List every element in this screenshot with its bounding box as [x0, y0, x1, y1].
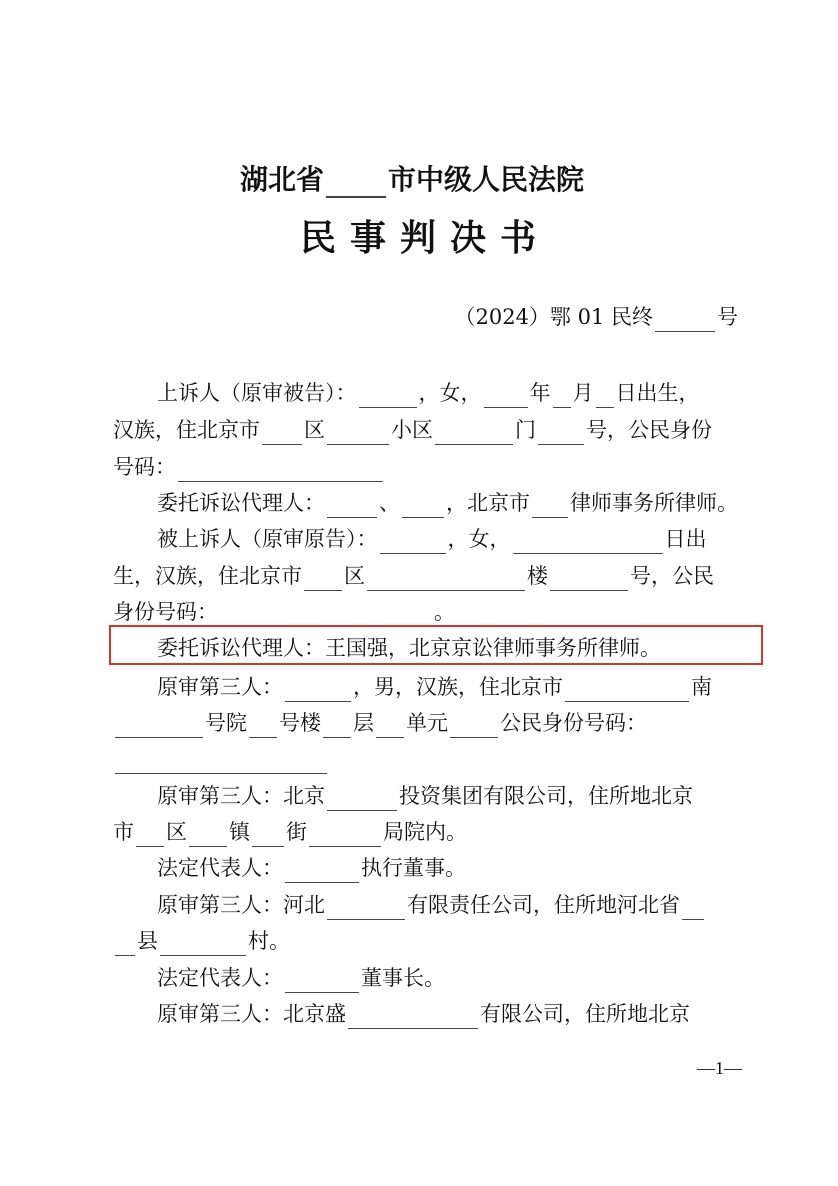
- redacted-address: [323, 715, 351, 738]
- appellee-line-3: [113, 597, 455, 627]
- case-number-suffix: 号: [717, 305, 738, 329]
- redacted-company: [327, 788, 397, 811]
- text-segment: 日出: [664, 527, 707, 551]
- text-segment: 号院: [205, 711, 247, 735]
- text-segment: 原审第三人：北京: [157, 784, 325, 808]
- text-segment: 日出生，: [615, 381, 700, 405]
- text-segment: 执行董事。: [361, 856, 466, 880]
- case-number: [454, 302, 738, 332]
- redacted-address: [682, 897, 704, 920]
- redacted-id-number: [220, 604, 432, 627]
- text-segment: ，女，: [418, 381, 482, 405]
- redacted-address: [450, 715, 498, 738]
- document-type-title: 民事判决书: [300, 218, 551, 259]
- text-segment: 月: [572, 381, 594, 405]
- third-party-1-line-2: [113, 708, 647, 738]
- redacted-name: [380, 531, 446, 554]
- redacted-city: [326, 166, 386, 198]
- redacted-address: [435, 422, 513, 445]
- text-segment: 县: [137, 929, 158, 953]
- appellant-line-3: [113, 452, 385, 482]
- redacted-address: [252, 824, 284, 847]
- case-number-prefix: （2024）鄂 01 民终: [454, 305, 653, 329]
- text-segment: 局院内。: [383, 820, 467, 844]
- redacted-address: [160, 933, 246, 956]
- appellee-line-2: [113, 561, 714, 591]
- appellee-label: 被上诉人（原审原告）：: [157, 527, 378, 551]
- text-segment: 单元: [406, 711, 448, 735]
- third-party-3-line-2: [113, 926, 290, 956]
- third-party-2-line-1: [157, 781, 693, 811]
- third-party-1-line-3: [113, 744, 329, 774]
- text-segment: 、: [379, 491, 400, 515]
- text-segment: 法定代表人：: [157, 966, 283, 990]
- text-segment: 门: [515, 418, 536, 442]
- text-segment: 公民身份号码：: [500, 711, 647, 735]
- redacted-address: [367, 568, 525, 591]
- redacted-address: [309, 824, 381, 847]
- text-segment: 号，公民身份: [586, 418, 712, 442]
- court-name-prefix: 湖北省: [240, 163, 325, 196]
- redacted-address: [249, 715, 277, 738]
- text-segment: 律师事务所律师。: [570, 491, 738, 515]
- appellant-line-2: [113, 415, 712, 445]
- text-segment: 原审第三人：河北: [157, 893, 325, 917]
- text-segment: 法定代表人：: [157, 856, 283, 880]
- text-segment: 。: [434, 600, 455, 624]
- text-segment: 投资集团有限公司，住所地北京: [399, 784, 693, 808]
- redacted-birthdate: [513, 531, 663, 554]
- text-segment: ，女，: [447, 527, 511, 551]
- third-party-1-line-1: [157, 672, 712, 702]
- appellant-line-1: [157, 378, 700, 408]
- text-segment: 市: [113, 820, 134, 844]
- redacted-address: [538, 422, 584, 445]
- text-segment: 村。: [248, 929, 290, 953]
- appellant-label: 上诉人（原审被告）：: [157, 381, 357, 405]
- redacted-name: [359, 385, 417, 408]
- text-segment: 小区: [391, 418, 433, 442]
- redacted-address: [376, 715, 404, 738]
- redacted-address: [304, 568, 342, 591]
- text-segment: 镇: [229, 820, 250, 844]
- text-segment: 号码：: [113, 455, 176, 479]
- text-segment: 年: [529, 381, 551, 405]
- redacted-address: [136, 824, 164, 847]
- appellant-agent: [157, 488, 738, 518]
- redacted-address: [115, 715, 203, 738]
- redacted-name: [285, 679, 351, 702]
- text-segment: 南: [691, 675, 712, 699]
- text-segment: 生，汉族，住北京市: [113, 564, 302, 588]
- text-segment: 委托诉讼代理人：: [157, 491, 325, 515]
- text-segment: ，男，汉族，住北京市: [353, 675, 563, 699]
- text-segment: 身份号码：: [113, 600, 218, 624]
- text-segment: 汉族，住北京市: [113, 418, 260, 442]
- third-party-3-line-1: [157, 890, 706, 920]
- text-segment: 有限公司，住所地北京: [480, 1002, 690, 1026]
- redacted-address: [327, 422, 389, 445]
- text-segment: 区: [344, 564, 365, 588]
- redacted-company: [348, 1006, 478, 1029]
- redacted-name: [285, 970, 359, 993]
- third-party-2-rep: [157, 853, 466, 883]
- third-party-4-line-1: [157, 999, 690, 1029]
- court-name-suffix: 市中级人民法院: [388, 163, 585, 196]
- redacted-id-number: [178, 459, 383, 482]
- redacted-firm: [532, 495, 568, 518]
- text-segment: 原审第三人：北京盛: [157, 1002, 346, 1026]
- redacted-address: [565, 679, 689, 702]
- text-segment: 号楼: [279, 711, 321, 735]
- court-name: [240, 158, 584, 198]
- redacted-id-number: [115, 751, 327, 774]
- text-segment: 楼: [527, 564, 548, 588]
- redacted-address: [115, 933, 135, 956]
- appellee-agent: 委托诉讼代理人：王国强，北京京讼律师事务所律师。: [157, 636, 661, 660]
- text-segment: 街: [286, 820, 307, 844]
- redacted-name: [327, 495, 377, 518]
- redacted-year: [484, 385, 528, 408]
- text-segment: 层: [353, 711, 374, 735]
- redacted-day: [596, 385, 614, 408]
- text-segment: 号，公民: [630, 564, 714, 588]
- redacted-month: [553, 385, 571, 408]
- redacted-company: [327, 897, 405, 920]
- redacted-name: [285, 860, 359, 883]
- text-segment: 董事长。: [361, 966, 445, 990]
- text-segment: 原审第三人：: [157, 675, 283, 699]
- redacted-address: [550, 568, 628, 591]
- redacted-address: [262, 422, 302, 445]
- appellee-line-1: [157, 524, 707, 554]
- third-party-2-line-2: [113, 817, 467, 847]
- text-segment: ，北京市: [446, 491, 530, 515]
- third-party-3-rep: [157, 963, 445, 993]
- text-segment: 有限责任公司，住所地河北省: [407, 893, 680, 917]
- text-segment: 区: [304, 418, 325, 442]
- page-number: —1—: [697, 1058, 742, 1078]
- redacted-name: [402, 495, 444, 518]
- redacted-address: [189, 824, 227, 847]
- redacted-case-number: [655, 309, 715, 332]
- text-segment: 区: [166, 820, 187, 844]
